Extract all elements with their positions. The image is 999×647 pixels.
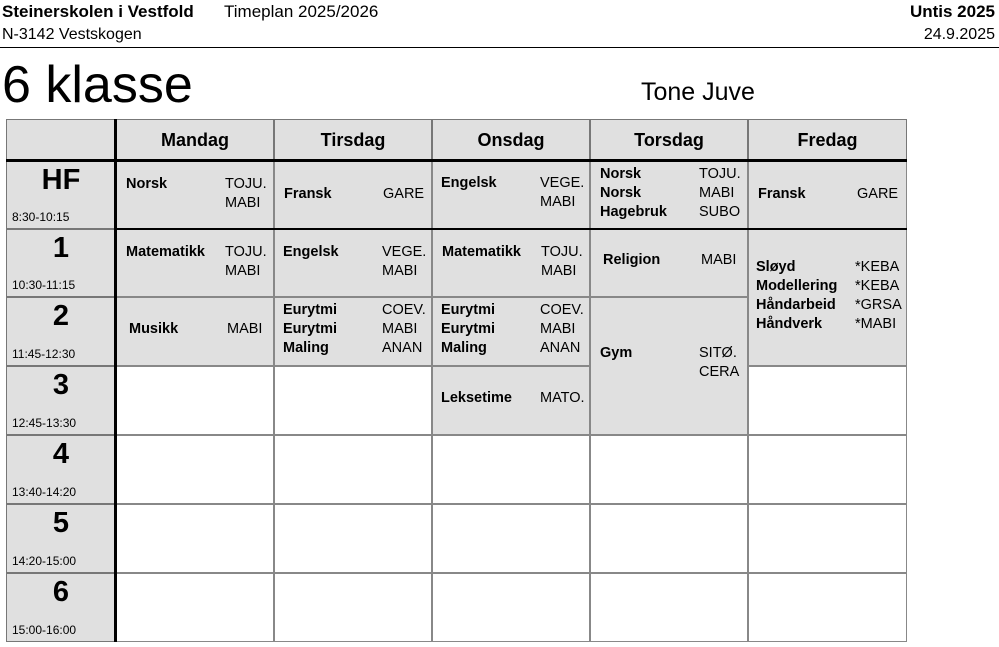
day-header-thu — [590, 119, 748, 161]
empty-slot — [432, 504, 590, 573]
day-header-label: Tirsdag — [320, 129, 386, 150]
lesson-wed-4[interactable] — [432, 366, 590, 435]
lesson-teacher: MABI — [540, 321, 576, 337]
corner-cell — [6, 119, 116, 161]
lesson-teacher: CERA — [699, 364, 740, 380]
lesson-teacher: TOJU. — [225, 244, 267, 260]
lesson-mon-3[interactable] — [116, 297, 274, 366]
lesson-subject: Håndarbeid — [756, 297, 836, 313]
lesson-teacher: GARE — [383, 186, 425, 202]
lesson-teacher: MATO. — [540, 390, 585, 406]
day-header-label: Fredag — [797, 129, 858, 150]
empty-slot — [590, 573, 748, 642]
empty-slot — [116, 366, 274, 435]
period-time: 12:45-13:30 — [12, 416, 77, 430]
lesson-thu-2[interactable] — [590, 229, 748, 297]
class-teacher: Tone Juve — [641, 78, 755, 106]
period-number: 2 — [52, 300, 70, 332]
empty-slot — [116, 573, 274, 642]
empty-slot — [590, 504, 748, 573]
empty-slot — [274, 573, 432, 642]
lesson-subject: Religion — [603, 252, 661, 268]
period-number: HF — [41, 164, 81, 196]
lesson-subject: Eurytmi — [283, 321, 337, 337]
empty-slot — [748, 573, 907, 642]
period-time: 11:45-12:30 — [12, 347, 76, 361]
lesson-teacher: MABI — [540, 194, 576, 210]
lesson-subject: Maling — [441, 340, 487, 356]
lesson-subject: Norsk — [600, 166, 642, 182]
print-date: 24.9.2025 — [923, 26, 995, 43]
empty-slot — [748, 366, 907, 435]
period-time: 14:20-15:00 — [12, 554, 77, 568]
empty-slot — [116, 435, 274, 504]
school-address: N-3142 Vestskogen — [2, 26, 142, 43]
lesson-teacher: *KEBA — [855, 259, 900, 275]
header-row-divider — [6, 159, 907, 162]
lesson-teacher: MABI — [382, 321, 418, 337]
empty-slot — [274, 366, 432, 435]
lesson-subject: Eurytmi — [441, 302, 495, 318]
lesson-subject: Engelsk — [441, 175, 497, 191]
period-number: 6 — [52, 576, 70, 608]
software-brand: Untis 2025 — [909, 2, 995, 21]
lesson-wed-2[interactable] — [432, 229, 590, 297]
period-header — [6, 297, 116, 366]
lesson-wed-1[interactable] — [432, 161, 590, 229]
lesson-fri-1[interactable] — [748, 161, 907, 229]
lesson-teacher: MABI — [699, 185, 735, 201]
period-header — [6, 229, 116, 297]
school-name: Steinerskolen i Vestfold — [2, 2, 194, 21]
lesson-subject: Leksetime — [441, 390, 512, 406]
lesson-teacher: MABI — [541, 263, 577, 279]
lesson-teacher: TOJU. — [699, 166, 741, 182]
lesson-subject: Eurytmi — [441, 321, 495, 337]
lesson-teacher: *MABI — [855, 316, 897, 332]
lesson-teacher: ANAN — [540, 340, 581, 356]
lesson-teacher: MABI — [227, 321, 263, 337]
lesson-teacher: ANAN — [382, 340, 423, 356]
lesson-teacher: *GRSA — [855, 297, 902, 313]
empty-slot — [748, 435, 907, 504]
lesson-teacher: MABI — [701, 252, 737, 268]
lesson-subject: Håndverk — [756, 316, 823, 332]
lesson-wed-3[interactable] — [432, 297, 590, 366]
empty-slot — [274, 435, 432, 504]
lesson-subject: Modellering — [756, 278, 838, 294]
empty-slot — [432, 435, 590, 504]
day-header-tue — [274, 119, 432, 161]
lesson-teacher: MABI — [225, 263, 261, 279]
lesson-subject: Matematikk — [442, 244, 521, 260]
lesson-subject: Eurytmi — [283, 302, 337, 318]
day-header-mon — [116, 119, 274, 161]
period-time: 15:00-16:00 — [12, 623, 77, 637]
period-header — [6, 573, 116, 642]
day-header-wed — [432, 119, 590, 161]
period-header — [6, 366, 116, 435]
period-header — [6, 435, 116, 504]
empty-slot — [274, 504, 432, 573]
lesson-teacher: TOJU. — [541, 244, 583, 260]
lesson-subject: Norsk — [600, 185, 642, 201]
header-divider — [0, 47, 999, 48]
lesson-tue-2[interactable] — [274, 229, 432, 297]
lesson-teacher: COEV. — [382, 302, 426, 318]
lesson-teacher: VEGE. — [540, 175, 585, 191]
period-number: 5 — [52, 507, 70, 539]
lesson-fri-23[interactable] — [748, 229, 907, 366]
period-number: 1 — [52, 232, 70, 264]
lesson-subject: Sløyd — [756, 259, 796, 275]
lesson-subject: Hagebruk — [600, 204, 667, 220]
period-time: 10:30-11:15 — [12, 278, 76, 292]
lesson-subject: Engelsk — [283, 244, 339, 260]
period-time: 8:30-10:15 — [12, 210, 70, 224]
empty-slot — [748, 504, 907, 573]
period-divider — [116, 228, 907, 230]
lesson-subject: Norsk — [126, 176, 168, 192]
lesson-subject: Musikk — [129, 321, 179, 337]
lesson-thu-1[interactable] — [590, 161, 748, 229]
period-number: 3 — [52, 369, 70, 401]
lesson-teacher: SITØ. — [699, 345, 737, 361]
timetable-grid — [6, 119, 907, 642]
lesson-teacher: TOJU. — [225, 176, 267, 192]
empty-slot — [432, 573, 590, 642]
class-title: 6 klasse — [2, 56, 193, 114]
lesson-mon-2[interactable] — [116, 229, 274, 297]
lesson-thu-34[interactable] — [590, 297, 748, 435]
empty-slot — [590, 435, 748, 504]
lesson-mon-1[interactable] — [116, 161, 274, 229]
period-number: 4 — [52, 438, 70, 470]
period-header — [6, 504, 116, 573]
lesson-subject: Maling — [283, 340, 329, 356]
lesson-tue-3[interactable] — [274, 297, 432, 366]
header-column-divider — [114, 119, 117, 642]
day-header-label: Mandag — [160, 129, 229, 150]
lesson-teacher: VEGE. — [382, 244, 427, 260]
lesson-teacher: GARE — [857, 186, 899, 202]
lesson-teacher: SUBO — [699, 204, 741, 220]
lesson-teacher: COEV. — [540, 302, 584, 318]
day-header-label: Onsdag — [477, 129, 545, 150]
lesson-subject: Gym — [600, 345, 633, 361]
lesson-teacher: *KEBA — [855, 278, 900, 294]
lesson-subject: Fransk — [758, 186, 806, 202]
lesson-subject: Matematikk — [126, 244, 205, 260]
period-header — [6, 161, 116, 229]
lesson-teacher: MABI — [225, 195, 261, 211]
empty-slot — [116, 504, 274, 573]
lesson-tue-1[interactable] — [274, 161, 432, 229]
lesson-teacher: MABI — [382, 263, 418, 279]
day-header-fri — [748, 119, 907, 161]
plan-title: Timeplan 2025/2026 — [224, 2, 379, 21]
lesson-subject: Fransk — [284, 186, 332, 202]
period-time: 13:40-14:20 — [12, 485, 77, 499]
day-header-label: Torsdag — [634, 129, 704, 150]
